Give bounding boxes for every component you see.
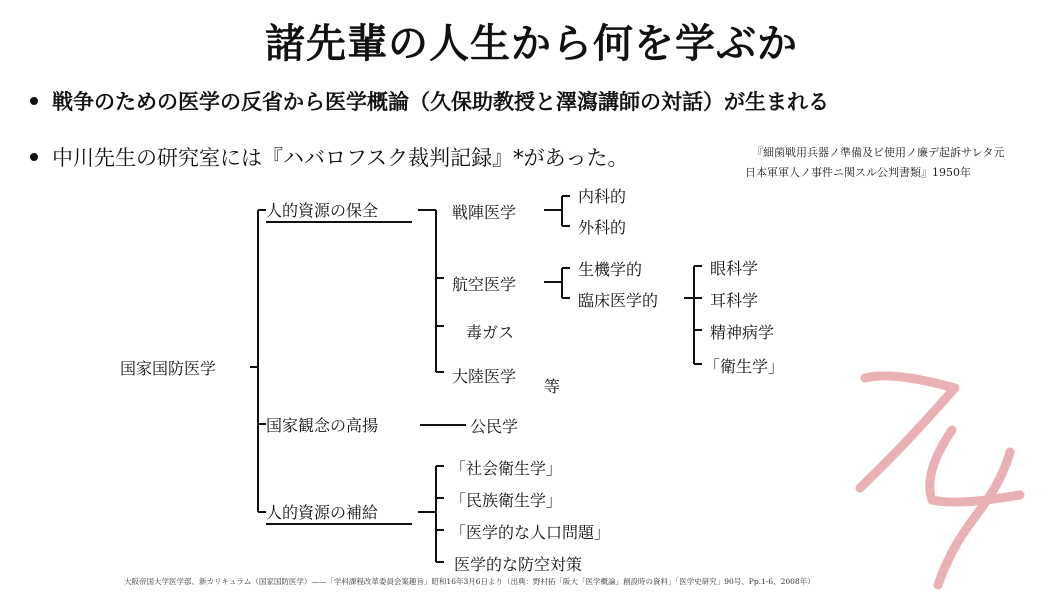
tree-root: 国家国防医学 <box>120 359 217 378</box>
node-minzoku-eiseigaku: 「民族衛生学」 <box>450 491 563 510</box>
node-naikateki: 内科的 <box>578 187 627 206</box>
node-seikigakuteki: 生機学的 <box>578 260 643 279</box>
node-tou: 等 <box>544 377 561 396</box>
branch-label-koyo: 国家観念の高揚 <box>266 416 379 435</box>
node-jikagaku: 耳科学 <box>710 291 759 310</box>
node-senjin-igaku: 戦陣医学 <box>452 203 517 222</box>
node-jinko-mondai: 「医学的な人口問題」 <box>450 523 611 542</box>
bullet-1: 戦争のための医学の反省から医学概論（久保助教授と澤瀉講師の対話）が生まれる <box>52 89 829 114</box>
node-seishin-byogaku: 精神病学 <box>710 323 775 342</box>
node-eiseigaku: 「衛生学」 <box>704 357 785 376</box>
node-dokugasu: 毒ガス <box>466 323 515 342</box>
source-footnote: 大阪帝国大学医学部、新カリキュラム（国家国防医学）——「学科課程改革委員会案趣旨」昭和16年3月6日より（出典：野村拓「阪大「医学概論」創設時の資料」「医学史研究」90号、Pp.1-6、2008年） <box>124 577 815 586</box>
node-shakai-eiseigaku: 「社会衛生学」 <box>450 459 563 478</box>
node-tairiku-igaku: 大陸医学 <box>452 367 517 386</box>
node-boku-taisaku: 医学的な防空対策 <box>454 555 583 574</box>
reference-line-1: 『細菌戦用兵器ノ準備及ビ使用ノ廉デ起訴サレタ元 <box>752 146 1005 159</box>
node-kominigaku: 公民学 <box>470 417 519 436</box>
node-gekateki: 外科的 <box>578 218 627 237</box>
node-gankagaku: 眼科学 <box>710 259 759 278</box>
branch-label-hozen: 人的資源の保全 <box>266 201 379 220</box>
node-koku-igaku: 航空医学 <box>452 275 517 294</box>
reference-line-2: 日本軍軍人ノ事件ニ関スル公判書類』1950年 <box>745 166 971 179</box>
branch-label-hokyu: 人的資源の補給 <box>266 503 379 522</box>
slide-title: 諸先輩の人生から何を学ぶか <box>265 20 798 67</box>
bullet-2: 中川先生の研究室には『ハバロフスク裁判記録』*があった。 <box>52 146 629 170</box>
node-rinsho-igakuteki: 臨床医学的 <box>578 291 659 310</box>
